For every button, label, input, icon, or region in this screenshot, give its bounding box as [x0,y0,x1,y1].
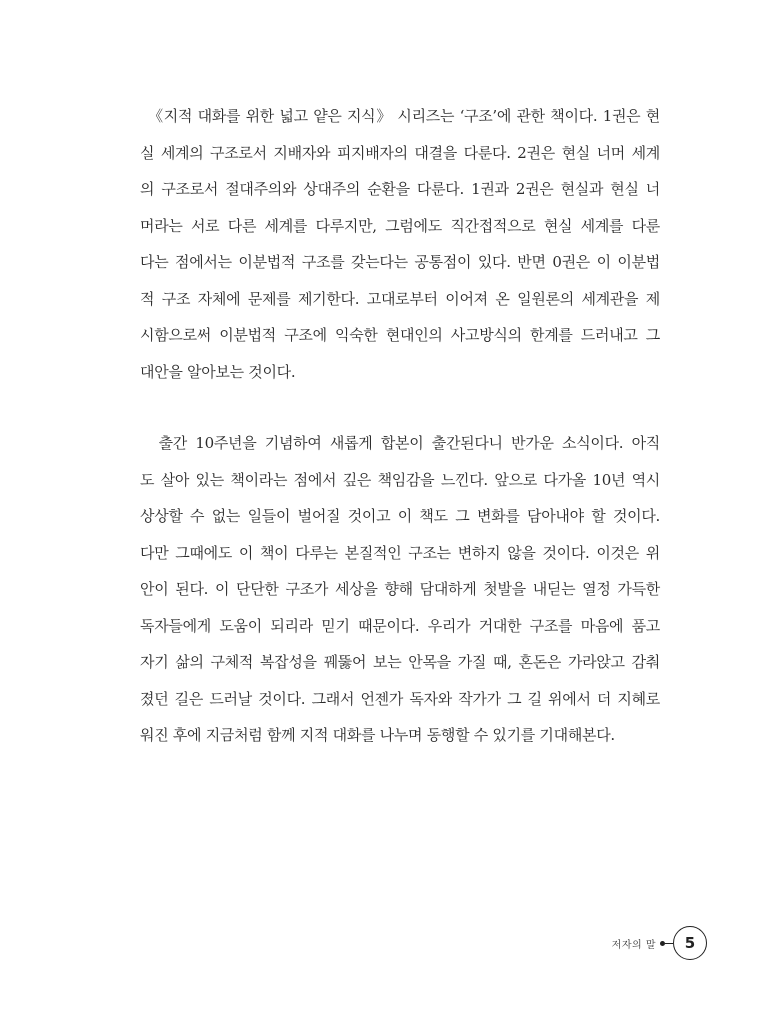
text-line: 《지적 대화를 위한 넓고 얕은 지식》 시리즈는 ‘구조’에 관한 책이다. 1권은 현 [140,107,660,125]
connector-line [665,943,673,944]
text-line: 출간 10주년을 기념하여 새롭게 합본이 출간된다니 반가운 소식이다. 아직 [140,434,660,452]
text-line: 적 구조 자체에 문제를 제기한다. 고대로부터 이어져 온 일원론의 세계관을 제 [140,289,660,308]
text-line: 머라는 서로 다른 세계를 다루지만, 그럼에도 직간접적으로 현실 세계를 다룬 [140,216,660,235]
text-line: 다는 점에서는 이분법적 구조를 갖는다는 공통점이 있다. 반면 0권은 이 이분법 [140,253,660,271]
text-line: 상상할 수 없는 일들이 벌어질 것이고 이 책도 그 변화를 담아내야 할 것이다. [140,507,660,525]
text-line: 의 구조로서 절대주의와 상대주의 순환을 다룬다. 1권과 2권은 현실과 현실 너 [140,180,660,198]
text-line: 실 세계의 구조로서 지배자와 피지배자의 대결을 다룬다. 2권은 현실 너머 세계 [140,143,660,162]
text-line: 안이 된다. 이 단단한 구조가 세상을 향해 담대하게 첫발을 내딛는 열정 가득한 [140,580,660,598]
text-line: 졌던 길은 드러날 것이다. 그래서 언젠가 독자와 작가가 그 길 위에서 더 지혜로 [140,689,660,708]
text-line: 워진 후에 지금처럼 함께 지적 대화를 나누며 동행할 수 있기를 기대해본다. [140,726,615,744]
text-line: 시함으로써 이분법적 구조에 익숙한 현대인의 사고방식의 한계를 드러내고 그 [140,326,660,344]
text-line: 다만 그때에도 이 책이 다루는 본질적인 구조는 변하지 않을 것이다. 이것은 위 [140,543,660,562]
paragraph-anniversary [140,425,660,754]
text-line: 도 살아 있는 책이라는 점에서 깊은 책임감을 느낀다. 앞으로 다가올 10년 역시 [140,470,660,489]
page-footer [612,925,707,961]
text-line: 자기 삶의 구체적 복잡성을 꿰뚫어 보는 안목을 가질 때, 혼돈은 가라앉고 감춰 [140,653,660,671]
text-line: 독자들에게 도움이 되리라 믿기 때문이다. 우리가 거대한 구조를 마음에 품고 [140,616,660,635]
section-label: 저자의 말 [611,939,656,951]
paragraph-series-intro [140,98,660,390]
page-number: 5 [673,926,707,960]
text-line: 대안을 알아보는 것이다. [140,362,296,381]
